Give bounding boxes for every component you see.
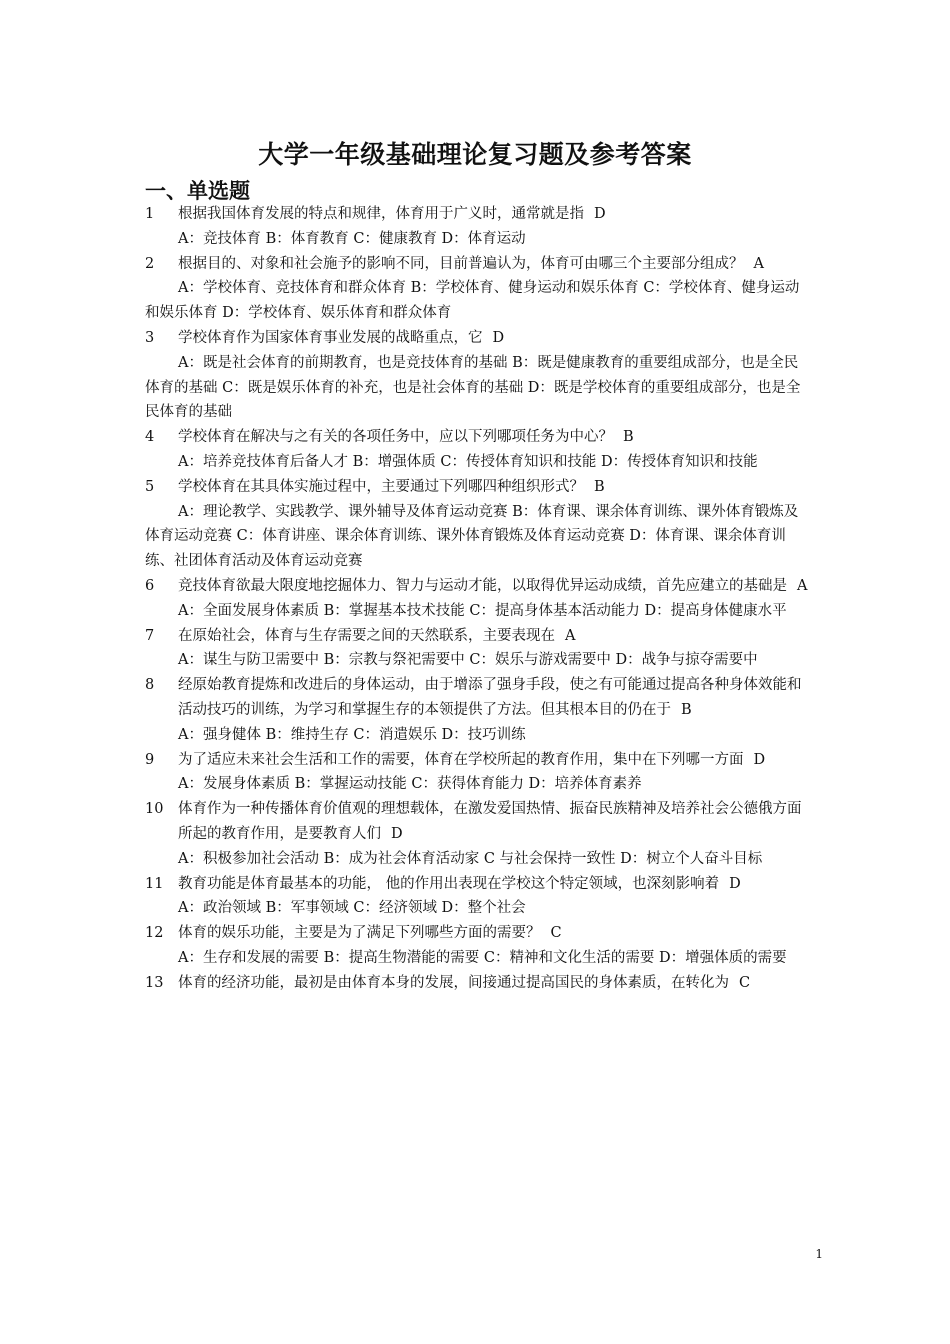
question-answer: D [753,751,766,768]
question-text: 体育的娱乐功能，主要是为了满足下列哪些方面的需要？ [178,925,541,942]
question-stem [145,252,810,277]
question-item [145,921,810,971]
question-options: A：理论教学、实践教学、课外辅导及体育运动竞赛 B：体育课、课余体育训练、课外体育锻炼及体育运动竞赛 C：体育讲座、课余体育训练、课外体育锻炼及体育运动竞赛 D：体育课、课余体育训练、社团体育活动及体育运动竞赛 [145,503,799,570]
question-answer: D [391,825,403,842]
question-list [145,202,810,996]
question-stem [145,971,810,996]
question-item [145,475,810,574]
question-options: A：积极参加社会活动 B：成为社会体育活动家 C 与社会保持一致性 D：树立个人奋斗目标 [178,850,763,867]
question-options: A：竞技体育 B：体育教育 C：健康教育 D：体育运动 [178,230,526,247]
question-answer: C [739,974,751,991]
question-number: 6 [145,577,155,594]
question-number: 11 [145,875,164,892]
question-stem [145,425,810,450]
question-text: 为了适应未来社会生活和工作的需要，体育在学校所起的教育作用，集中在下列哪一方面 [178,751,744,768]
question-item [145,252,810,326]
question-text: 教育功能是体育最基本的功能， 他的作用出表现在学校这个特定领域，也深刻影响着 [178,875,720,892]
question-item [145,748,810,798]
question-options: A：发展身体素质 B：掌握运动技能 C：获得体育能力 D：培养体育素养 [178,776,642,793]
question-text: 根据我国体育发展的特点和规律，体育用于广义时，通常就是指 [178,206,584,222]
question-text: 学校体育在其具体实施过程中，主要通过下列哪四种组织形式？ [178,478,584,495]
question-number: 1 [145,206,155,222]
question-text: 在原始社会，体育与生存需要之间的天然联系，主要表现在 [178,627,555,644]
question-answer: B [681,701,692,718]
question-number: 5 [145,478,155,495]
question-item [145,971,810,996]
question-answer: D [729,875,741,892]
question-item [145,624,810,674]
document-title: 大学一年级基础理论复习题及参考答案 [258,140,692,169]
question-options: A：谋生与防卫需要中 B：宗教与祭祀需要中 C：娱乐与游戏需要中 D：战争与掠夺需要中 [178,652,758,669]
question-stem [145,624,810,649]
question-number: 2 [145,255,155,272]
question-number: 9 [145,751,155,768]
question-stem [145,673,810,723]
question-item [145,872,810,922]
question-answer: C [550,925,562,942]
question-stem [145,748,810,773]
question-number: 10 [145,801,164,818]
question-text: 体育作为一种传播体育价值观的理想载体，在激发爱国热情、振奋民族精神及培养社会公德俄方面所起的教育作用，是要教育人们 [178,801,802,842]
question-stem [145,475,810,500]
question-stem [145,202,810,227]
question-answer: B [594,478,605,495]
question-options: A：既是社会体育的前期教育，也是竞技体育的基础 B：既是健康教育的重要组成部分，也是全民体育的基础 C：既是娱乐体育的补充，也是社会体育的基础 D：既是学校体育的重要组成部分，也是全民体育的基础 [145,354,801,421]
question-number: 13 [145,974,164,991]
question-number: 4 [145,429,155,446]
question-number: 7 [145,627,155,644]
page-number: 1 [815,1247,823,1261]
question-stem [145,921,810,946]
question-answer: A [565,627,576,644]
question-text: 根据目的、对象和社会施予的影响不同，目前普遍认为，体育可由哪三个主要部分组成？ [178,255,744,272]
question-text: 体育的经济功能，最初是由体育本身的发展，间接通过提高国民的身体素质，在转化为 [178,974,729,991]
question-text: 经原始教育提炼和改进后的身体运动，由于增添了强身手段，使之有可能通过提高各种身体效能和活动技巧的训练，为学习和掌握生存的本领提供了方法。但其根本目的仍在于 [178,677,802,718]
question-options: A：培养竞技体育后备人才 B：增强体质 C：传授体育知识和技能 D：传授体育知识和技能 [178,453,758,470]
question-stem [145,574,810,599]
question-item [145,574,810,624]
question-options: A：学校体育、竞技体育和群众体育 B：学校体育、健身运动和娱乐体育 C：学校体育、健身运动和娱乐体育 D：学校体育、娱乐体育和群众体育 [145,280,800,322]
question-answer: A [797,577,808,594]
question-stem [145,797,810,847]
question-answer: A [753,255,764,272]
section-title: 一、单选题 [145,179,250,203]
question-stem [145,326,810,351]
question-item [145,425,810,475]
question-number: 8 [145,677,155,694]
question-answer: D [492,329,505,346]
question-text: 学校体育作为国家体育事业发展的战略重点，它 [178,329,483,346]
question-text: 竞技体育欲最大限度地挖掘体力、智力与运动才能，以取得优异运动成绩，首先应建立的基础是 [178,577,787,594]
question-item [145,326,810,425]
question-answer: D [594,206,606,222]
question-answer: B [623,429,634,446]
question-options: A：全面发展身体素质 B：掌握基本技术技能 C：提高身体基本活动能力 D：提高身体健康水平 [178,602,787,619]
question-options: A：政治领域 B：军事领域 C：经济领域 D：整个社会 [178,900,526,917]
question-item [145,673,810,747]
question-stem [145,872,810,897]
question-options: A：生存和发展的需要 B：提高生物潜能的需要 C：精神和文化生活的需要 D：增强体质的需要 [178,949,787,966]
question-options: A：强身健体 B：维持生存 C：消遣娱乐 D：技巧训练 [178,726,526,743]
question-number: 12 [145,925,164,942]
question-item [145,797,810,871]
question-number: 3 [145,329,155,346]
question-text: 学校体育在解决与之有关的各项任务中，应以下列哪项任务为中心？ [178,429,613,446]
question-item [145,202,810,252]
